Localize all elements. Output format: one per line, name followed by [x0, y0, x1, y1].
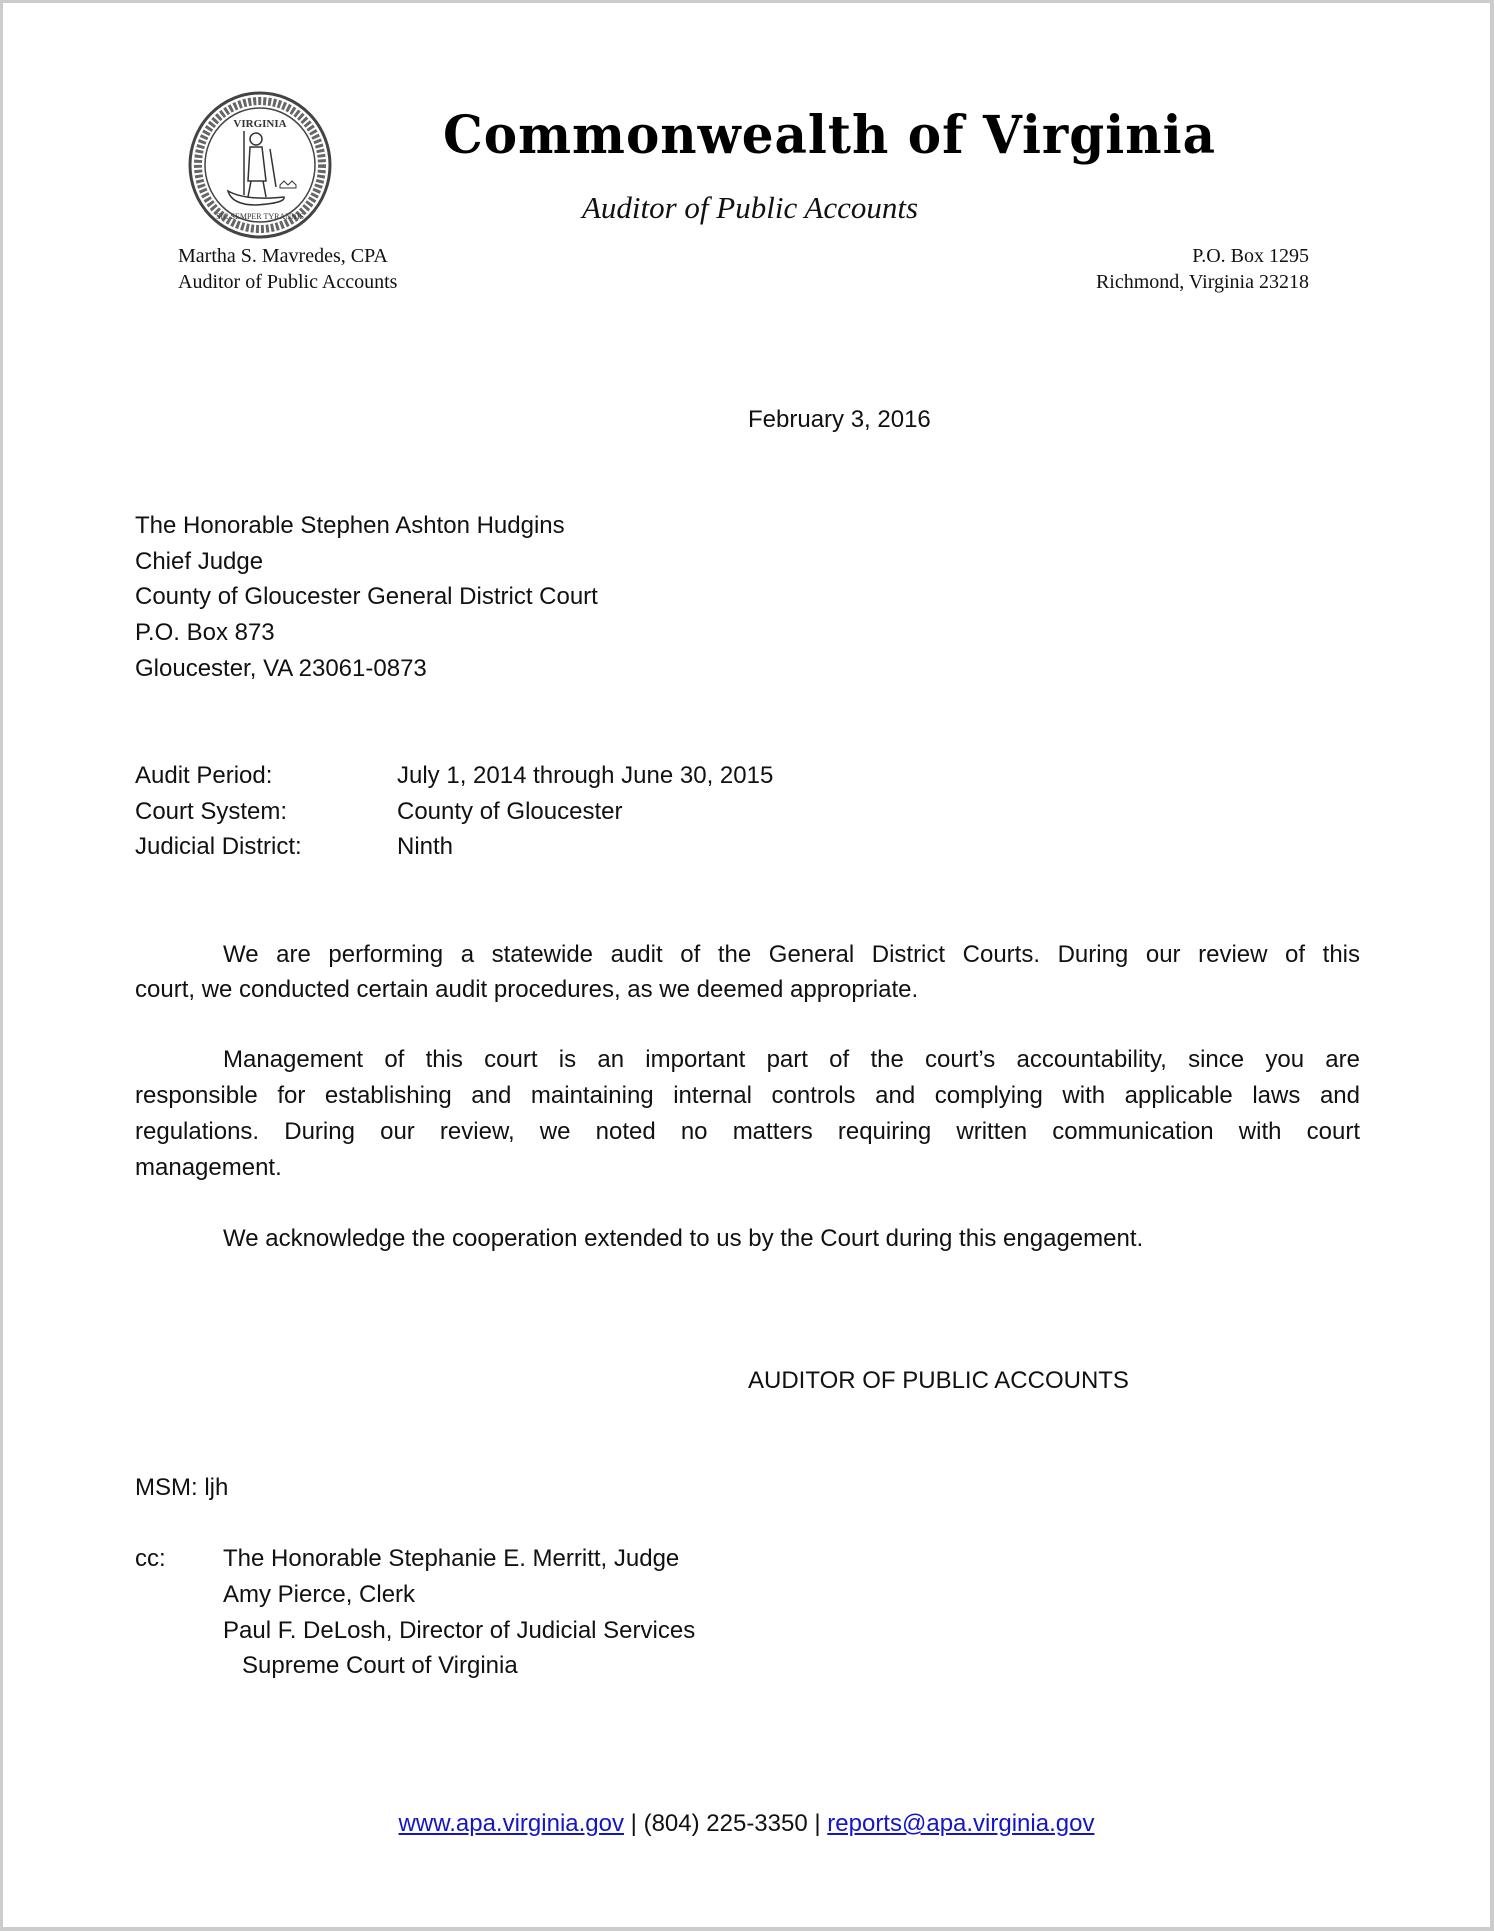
cc-recipient: Amy Pierce, Clerk	[223, 1581, 416, 1608]
recipient-line: The Honorable Stephen Ashton Hudgins	[135, 512, 565, 539]
website-link[interactable]: www.apa.virginia.gov	[398, 1810, 624, 1837]
paragraph-line: We are performing a statewide audit of the General District Courts. During our review of this	[223, 941, 1360, 968]
court-system-value: County of Gloucester	[397, 798, 623, 825]
po-box: P.O. Box 1295	[1192, 245, 1309, 267]
virginia-seal-icon	[186, 91, 334, 239]
auditor-name: Martha S. Mavredes, CPA	[178, 245, 388, 267]
cc-recipient-continuation: Supreme Court of Virginia	[242, 1652, 518, 1679]
paragraph-line: management.	[135, 1154, 282, 1181]
city-state-zip: Richmond, Virginia 23218	[1095, 271, 1309, 293]
cc-label: cc:	[135, 1545, 166, 1572]
letter-page	[3, 3, 1490, 1927]
footer-contact	[3, 1806, 1490, 1842]
letterhead-auditor-block	[178, 243, 397, 295]
letterhead-address-block	[1096, 243, 1309, 295]
footer-separator: |	[630, 1810, 637, 1837]
paragraph-line: responsible for establishing and maintaining internal controls and complying with applicable laws and	[135, 1082, 1360, 1109]
audit-period-label: Audit Period:	[135, 762, 273, 789]
recipient-line: County of Gloucester General District Court	[135, 583, 598, 610]
letterhead-subtitle: Auditor of Public Accounts	[581, 190, 919, 225]
svg-text:SIC SEMPER TYRANNIS: SIC SEMPER TYRANNIS	[216, 212, 304, 221]
cc-recipient: The Honorable Stephanie E. Merritt, Judge	[223, 1545, 680, 1572]
recipient-line: Gloucester, VA 23061-0873	[135, 655, 427, 682]
auditor-title: Auditor of Public Accounts	[178, 271, 398, 293]
letterhead-title: Commonwealth of Virginia	[443, 103, 1216, 166]
phone-number: (804) 225-3350	[643, 1810, 808, 1837]
judicial-district-label: Judicial District:	[135, 833, 302, 860]
recipient-line: Chief Judge	[135, 548, 264, 575]
paragraph-line: court, we conducted certain audit procedures, as we deemed appropriate.	[135, 976, 919, 1003]
typist-initials: MSM: ljh	[135, 1474, 229, 1501]
signature-block: AUDITOR OF PUBLIC ACCOUNTS	[748, 1367, 1129, 1394]
paragraph-line: Management of this court is an important part of the court’s accountability, since you are	[223, 1046, 1360, 1073]
paragraph-line: regulations. During our review, we noted no matters requiring written communication with court	[135, 1118, 1360, 1145]
email-link[interactable]: reports@apa.virginia.gov	[827, 1810, 1095, 1837]
paragraph-line: We acknowledge the cooperation extended to us by the Court during this engagement.	[223, 1225, 1144, 1252]
letter-date: February 3, 2016	[748, 406, 931, 433]
cc-recipient: Paul F. DeLosh, Director of Judicial Services	[223, 1617, 696, 1644]
audit-period-value: July 1, 2014 through June 30, 2015	[397, 762, 774, 789]
recipient-line: P.O. Box 873	[135, 619, 275, 646]
footer-separator: |	[814, 1810, 821, 1837]
svg-text:VIRGINIA: VIRGINIA	[233, 118, 287, 130]
court-system-label: Court System:	[135, 798, 288, 825]
judicial-district-value: Ninth	[397, 833, 454, 860]
